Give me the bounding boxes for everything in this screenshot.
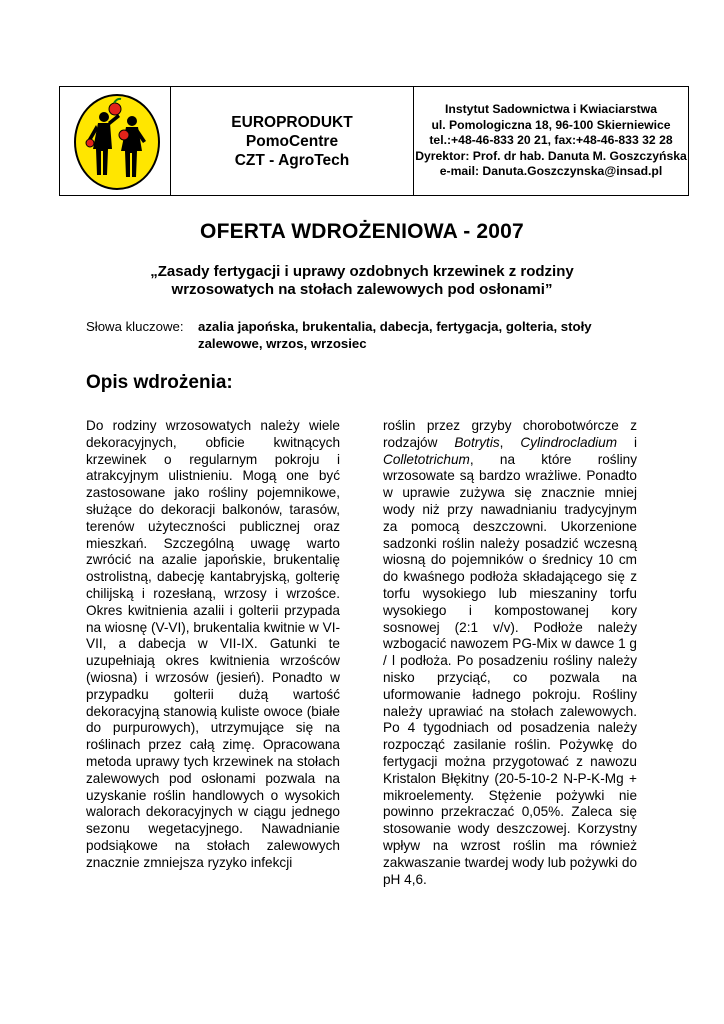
body-text-run: roślin przez grzyby chorobotwórcze z rodzajów [383,418,637,450]
italic-genus-name: Colletotrichum [383,451,470,467]
institute-phone-fax: tel.:+48-46-833 20 21, fax:+48-46-833 32 28 [429,133,673,148]
page-title: OFERTA WDROŻENIOWA - 2007 [200,220,524,243]
body-text-run: , na które rośliny wrzosowate są bardzo wrażliwe. Ponadto w uprawie zużywa się znacznie mniej wody niż przy nawadnianiu tradycyjnym za pomocą deszczowni. Ukorzenione sadzonki roślin należy posadzić wczesną wiosną do pojemników o średnicy 10 cm do kwaśnego podłoża składającego się z torfu wysokiego lub mieszaniny torfu wysokiego i kompostowanej kory sosnowej (2:1 v/v). Podłoże należy wzbogacić nawozem PG-Mix w dawce 1 g / l podłoża. Po posadzeniu rośliny należy nisko przyciąć, co pozwala na uformowanie ładnego pokroju. Rośliny należy uprawiać na stołach zalewowych. Po 4 tygodniach od posadzenia należy rozpocząć zasilanie roślin. Pożywkę do fertygacji można przygotować z nawozu Kristalon Błękitny (20-5-10-2 N-P-K-Mg + mikroelementy. Stężenie pożywki nie powinno przekraczać 0,05%. Zaleca się stosowanie wody deszczowej. Korzystny wpływ na wzrost roślin ma również zakwaszanie twardej wody lub pożywki do pH 4,6. [383,451,637,887]
org-name-line: CZT - AgroTech [234,151,350,169]
body-column-left [86,418,340,872]
keywords [86,318,656,352]
logo-cell [60,87,171,195]
organization-cell [171,87,414,195]
institute-cell [414,87,688,195]
institute-director: Dyrektor: Prof. dr hab. Danuta M. Goszczyńska [415,148,687,163]
institute-email: e-mail: Danuta.Goszczynska@insad.pl [439,164,663,179]
institute-address: ul. Pomologiczna 18, 96-100 Skierniewice [431,117,671,132]
section-heading: Opis wdrożenia: [86,372,233,393]
institute-name: Instytut Sadownictwa i Kwiaciarstwa [445,102,657,117]
body-text-run: i [617,434,637,450]
institute-logo-icon [60,87,171,195]
body-paragraph [383,418,637,888]
org-name-line: PomoCentre [245,132,339,150]
body-text-run: Do rodziny wrzosowatych należy wiele dekoracyjnych, obficie kwitnących krzewinek o regularnym pokroju i atrakcyjnym ulistnieniu. Mogą one być zastosowane jako rośliny pojemnikowe, służące do dekoracji balkonów, tarasów, terenów użyteczności publicznej oraz mieszkań. Szczególną uwagę warto zwrócić na azalie japońskie, brukentalię ostrolistną, dabecję kantabryjską, golterię chilijską i rozesłaną, wrzosy i wrzośce. Okres kwitnienia azalii i golterii przypada na wiosnę (V-VI), brukentalia kwitnie w VI-VII, a dabecja w VII-IX. Gatunki te uzupełniają okres kwitnienia wrzośców (wiosna) i wrzosów (jesień). Ponadto w przypadku golterii dużą wartość dekoracyjną stanowią kuliste owoce (białe do purpurowych), utrzymujące się na roślinach przez całą zimę. Opracowana metoda uprawy tych krzewinek na stołach zalewowych pod osłonami pozwala na uzyskanie roślin handlowych o wysokich walorach dekoracyjnych w ciągu jednego sezonu wegetacyjnego. Nawadnianie podsiąkowe na stołach zalewowych znacznie zmniejsza ryzyko infekcji [86,418,340,870]
org-name-line: EUROPRODUKT [231,113,353,131]
italic-genus-name: Botrytis [454,434,500,450]
body-text-run: , [499,434,521,450]
body-paragraph [86,418,340,872]
header-table [59,86,689,196]
keywords-value: azalia japońska, brukentalia, dabecja, fertygacja, golteria, stoły zalewowe, wrzos, wrzosiec [198,319,592,351]
body-column-right [383,418,637,888]
page-subtitle: „Zasady fertygacji i uprawy ozdobnych krzewinek z rodziny wrzosowatych na stołach zalewowych pod osłonami” [150,263,574,298]
italic-genus-name: Cylindrocladium [520,434,618,450]
keywords-label: Słowa kluczowe: [86,319,184,334]
